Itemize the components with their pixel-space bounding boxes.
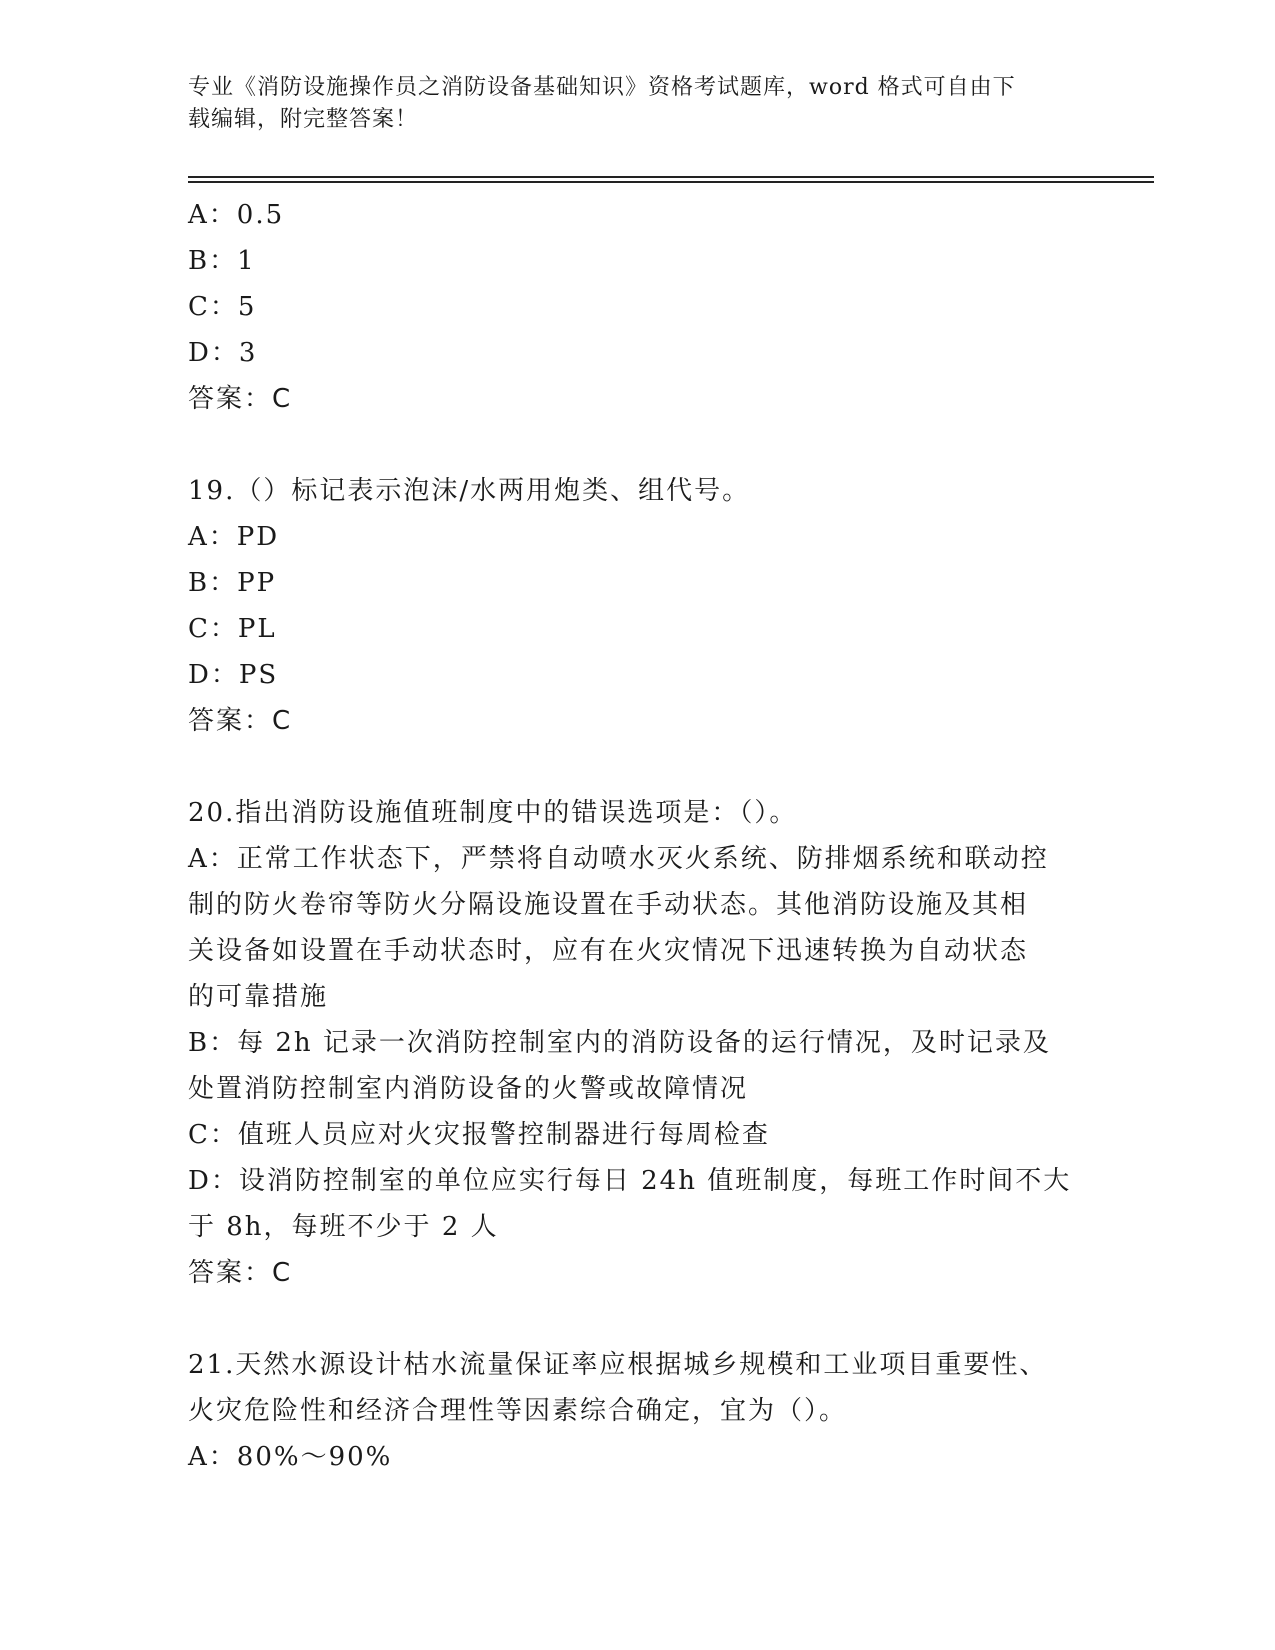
option-a: A：80%～90% bbox=[188, 1442, 393, 1472]
question-18 bbox=[188, 192, 1088, 422]
answer: 答案：C bbox=[188, 1258, 293, 1288]
option-a-line-3: 关设备如设置在手动状态时，应有在火灾情况下迅速转换为自动状态 bbox=[188, 936, 1029, 966]
document-header bbox=[188, 72, 1088, 136]
option-b-line-2: 处置消防控制室内消防设备的火警或故障情况 bbox=[188, 1074, 749, 1104]
question-19 bbox=[188, 468, 1088, 744]
option-b: B：1 bbox=[188, 246, 256, 276]
option-a: A：PD bbox=[188, 522, 280, 552]
spacer bbox=[188, 744, 1088, 790]
option-d-line-2: 于 8h，每班不少于 2 人 bbox=[188, 1212, 499, 1242]
answer: 答案：C bbox=[188, 706, 293, 736]
option-a-line-4: 的可靠措施 bbox=[188, 982, 329, 1012]
header-divider-top bbox=[188, 176, 1154, 178]
option-d: D：3 bbox=[188, 338, 258, 368]
header-line-2: 载编辑，附完整答案！ bbox=[188, 107, 419, 132]
option-b: B：PP bbox=[188, 568, 277, 598]
question-20 bbox=[188, 790, 1088, 1296]
option-b-line-1: B：每 2h 记录一次消防控制室内的消防设备的运行情况，及时记录及 bbox=[188, 1028, 1051, 1058]
option-d: D：PS bbox=[188, 660, 279, 690]
option-a: A：0.5 bbox=[188, 200, 285, 230]
spacer bbox=[188, 422, 1088, 468]
option-c: C：5 bbox=[188, 292, 257, 322]
option-a-line-2: 制的防火卷帘等防火分隔设施设置在手动状态。其他消防设施及其相 bbox=[188, 890, 1029, 920]
question-text-line-1: 21.天然水源设计枯水流量保证率应根据城乡规模和工业项目重要性、 bbox=[188, 1350, 1048, 1380]
option-c: C：值班人员应对火灾报警控制器进行每周检查 bbox=[188, 1120, 770, 1150]
header-line-1: 专业《消防设施操作员之消防设备基础知识》资格考试题库，word 格式可自由下 bbox=[188, 75, 1016, 100]
answer: 答案：C bbox=[188, 384, 293, 414]
option-c: C：PL bbox=[188, 614, 277, 644]
header-divider-bottom bbox=[188, 181, 1154, 183]
spacer bbox=[188, 1296, 1088, 1342]
question-text-line-2: 火灾危险性和经济合理性等因素综合确定，宜为（）。 bbox=[188, 1396, 848, 1426]
question-text: 20.指出消防设施值班制度中的错误选项是：（）。 bbox=[188, 798, 798, 828]
question-text: 19.（）标记表示泡沫/水两用炮类、组代号。 bbox=[188, 476, 751, 506]
option-a-line-1: A：正常工作状态下，严禁将自动喷水灭火系统、防排烟系统和联动控 bbox=[188, 844, 1049, 874]
question-21 bbox=[188, 1342, 1088, 1480]
option-d-line-1: D：设消防控制室的单位应实行每日 24h 值班制度，每班工作时间不大 bbox=[188, 1166, 1072, 1196]
question-content bbox=[188, 192, 1088, 1480]
